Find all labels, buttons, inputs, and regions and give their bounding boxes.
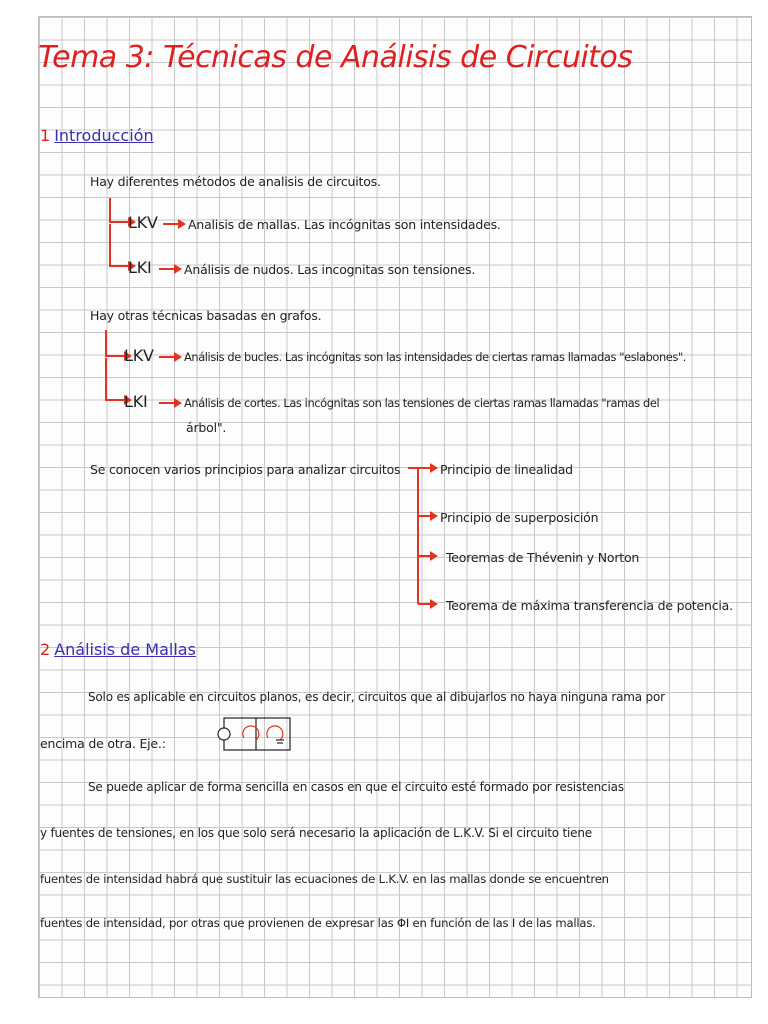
arrow-lki-2-to-text: [158, 397, 184, 409]
lkv-text-1: Analisis de mallas. Las incógnitas son intensidades.: [188, 217, 501, 232]
section-1-title: Introducción: [54, 126, 154, 145]
lki-label-1: LKI: [128, 258, 152, 277]
section-1-number: 1: [40, 126, 51, 145]
arrow-lkv-1-to-text: [162, 218, 188, 230]
mallas-paragraph-2a: Se puede aplicar de forma sencilla en casos en que el circuito esté formado por resistencias: [88, 780, 624, 794]
mallas-paragraph-2d: fuentes de intensidad, por otras que provienen de expresar las ΦI en función de las I de las mallas.: [40, 916, 596, 930]
lkv-label-1: LKV: [128, 213, 158, 232]
mallas-paragraph-1a: Solo es aplicable en circuitos planos, es decir, circuitos que al dibujarlos no haya ninguna rama por: [88, 690, 665, 704]
mallas-paragraph-1b: encima de otra. Eje.:: [40, 736, 166, 751]
section-2-heading: [40, 640, 196, 659]
principle-item: Teoremas de Thévenin y Norton: [446, 550, 640, 565]
mallas-paragraph-2b: y fuentes de tensiones, en los que solo será necesario la aplicación de L.K.V. Si el circuito tiene: [40, 826, 592, 840]
lkv-text-2: Análisis de bucles. Las incógnitas son las intensidades de ciertas ramas llamadas "eslabones".: [184, 350, 687, 364]
lki-label-2: LKI: [124, 392, 148, 411]
planar-circuit-example: [216, 712, 296, 756]
section-1-heading: [40, 126, 154, 145]
principle-item: Principio de superposición: [440, 510, 599, 525]
intro-line-2: Hay otras técnicas basadas en grafos.: [90, 308, 322, 323]
lkv-label-2: LKV: [124, 346, 154, 365]
intro-line-1: Hay diferentes métodos de analisis de circuitos.: [90, 174, 381, 189]
arrow-lki-1-to-text: [158, 263, 184, 275]
grid-paper: [38, 16, 752, 998]
principles-branch-arrows: [406, 460, 446, 620]
section-2-number: 2: [40, 640, 51, 659]
lki-text-2b: árbol".: [186, 420, 227, 435]
section-2-title: Análisis de Mallas: [54, 640, 196, 659]
lki-text-2a: Análisis de cortes. Las incógnitas son las tensiones de ciertas ramas llamadas "ramas del: [184, 396, 660, 410]
page-title: Tema 3: Técnicas de Análisis de Circuitos: [38, 40, 633, 75]
mallas-paragraph-2c: fuentes de intensidad habrá que sustituir las ecuaciones de L.K.V. en las mallas donde se encuentren: [40, 872, 609, 886]
intro-line-3: Se conocen varios principios para analizar circuitos: [90, 462, 401, 477]
lki-text-1: Análisis de nudos. Las incognitas son tensiones.: [184, 262, 476, 277]
arrow-lkv-2-to-text: [158, 351, 184, 363]
principle-item: Teorema de máxima transferencia de potencia.: [446, 598, 733, 613]
principle-item: Principio de linealidad: [440, 462, 573, 477]
